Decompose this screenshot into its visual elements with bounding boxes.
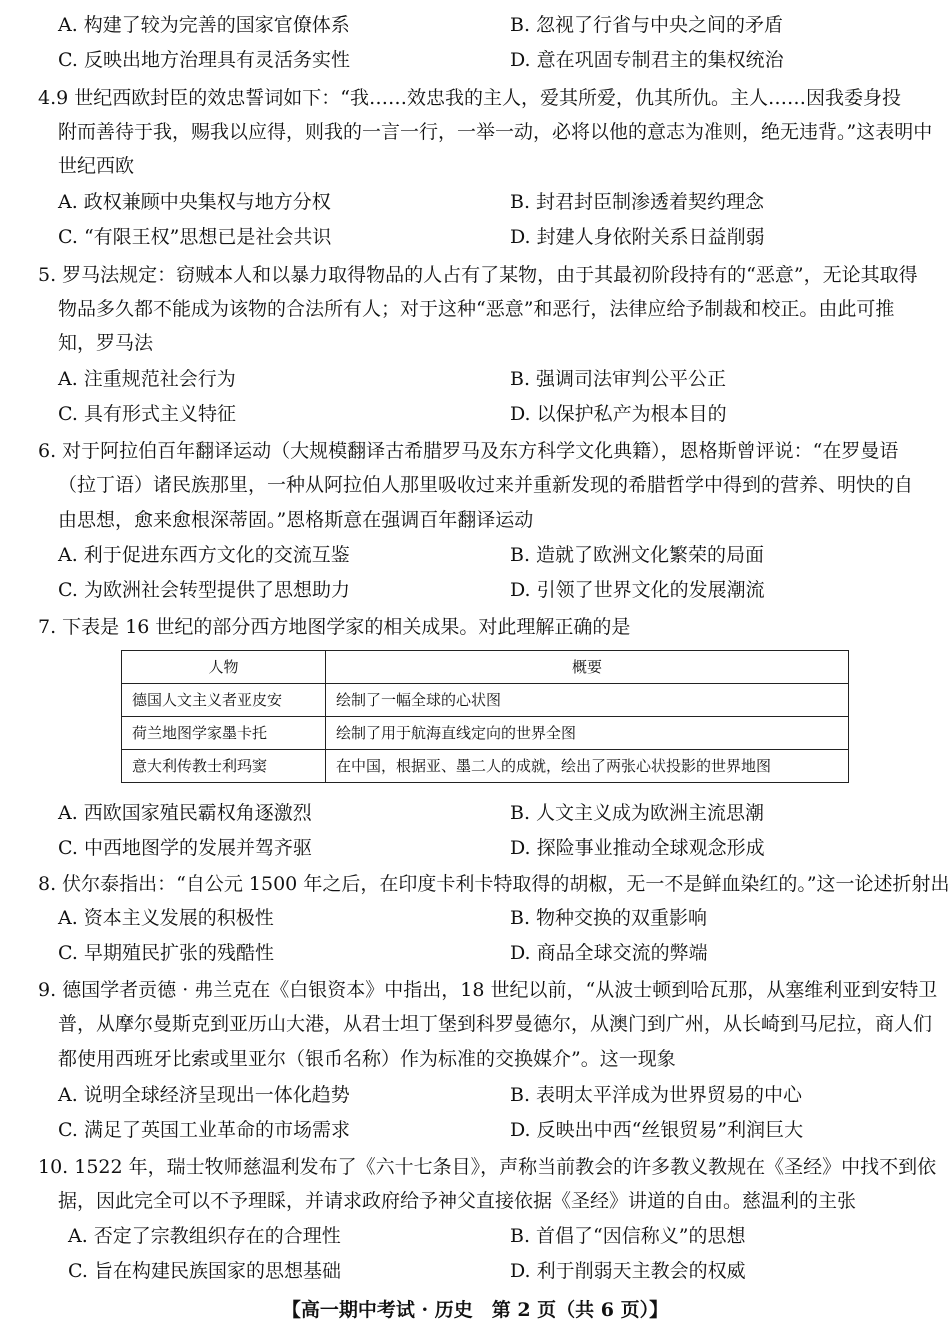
q5-option-a: A. 注重规范社会行为 [58,368,236,390]
q4-option-a: A. 政权兼顾中央集权与地方分权 [58,191,331,213]
q9-stem-line3: 都使用西班牙比索或里亚尔（银币名称）作为标准的交换媒介”。这一现象 [58,1048,676,1070]
table-header-summary: 概要 [326,651,849,684]
q9-stem-line1: 9. 德国学者贡德 · 弗兰克在《白银资本》中指出，18 世纪以前，“从波士顿到哈瓦那，从塞维利亚到安特卫 [38,979,938,1001]
q7-option-d: D. 探险事业推动全球观念形成 [510,837,765,859]
q6-option-a: A. 利于促进东西方文化的交流互鉴 [58,544,350,566]
q3-option-d: D. 意在巩固专制君主的集权统治 [510,49,784,71]
q9-option-a: A. 说明全球经济呈现出一体化趋势 [58,1084,350,1106]
table-header-person: 人物 [122,651,326,684]
q6-stem-line3: 由思想，愈来愈根深蒂固。”恩格斯意在强调百年翻译运动 [58,509,534,531]
q9-option-c: C. 满足了英国工业革命的市场需求 [58,1119,350,1141]
q10-option-c: C. 旨在构建民族国家的思想基础 [68,1260,341,1282]
table-header-row [122,651,849,684]
mapmakers-table [121,650,849,783]
q4-stem-line1: 4.9 世纪西欧封臣的效忠誓词如下：“我……效忠我的主人，爱其所爱，仇其所仇。主人……因我委身投 [38,87,901,109]
table-row [122,717,849,750]
q10-option-b: B. 首倡了“因信称义”的思想 [510,1225,746,1247]
q4-stem-line3: 世纪西欧 [58,155,135,177]
q8-stem-line1: 8. 伏尔泰指出：“自公元 1500 年之后，在印度卡利卡特取得的胡椒，无一不是鲜血染红的。”这一论述折射出 [38,873,950,895]
page-footer: 【高一期中考试 · 历史 第 2 页（共 6 页）】 [281,1299,669,1321]
q3-option-c: C. 反映出地方治理具有灵活务实性 [58,49,350,71]
q8-option-a: A. 资本主义发展的积极性 [58,907,274,929]
q3-option-b: B. 忽视了行省与中央之间的矛盾 [510,14,784,36]
q6-stem-line2: （拉丁语）诸民族那里，一种从阿拉伯人那里吸收过来并重新发现的希腊哲学中得到的营养、明快的自 [58,474,914,496]
q7-option-b: B. 人文主义成为欧洲主流思潮 [510,802,765,824]
table-row [122,684,849,717]
table-cell-summary: 绘制了用于航海直线定向的世界全图 [326,717,849,750]
q4-option-d: D. 封建人身依附关系日益削弱 [510,226,765,248]
q5-option-d: D. 以保护私产为根本目的 [510,403,727,425]
q3-option-a: A. 构建了较为完善的国家官僚体系 [58,14,350,36]
table-cell-summary: 绘制了一幅全球的心状图 [326,684,849,717]
q7-stem-line1: 7. 下表是 16 世纪的部分西方地图学家的相关成果。对此理解正确的是 [38,616,631,638]
q4-option-b: B. 封君封臣制渗透着契约理念 [510,191,765,213]
q10-option-a: A. 否定了宗教组织存在的合理性 [68,1225,341,1247]
q4-option-c: C. “有限王权”思想已是社会共识 [58,226,332,248]
q9-option-d: D. 反映出中西“丝银贸易”利润巨大 [510,1119,804,1141]
q9-stem-line2: 普，从摩尔曼斯克到亚历山大港，从君士坦丁堡到科罗曼德尔，从澳门到广州，从长崎到马尼拉，商人们 [58,1013,933,1035]
table-cell-summary: 在中国，根据亚、墨二人的成就，绘出了两张心状投影的世界地图 [326,750,849,783]
q9-option-b: B. 表明太平洋成为世界贸易的中心 [510,1084,803,1106]
q5-option-b: B. 强调司法审判公平公正 [510,368,727,390]
table-cell-person: 德国人文主义者亚皮安 [122,684,326,717]
q8-option-d: D. 商品全球交流的弊端 [510,942,708,964]
q5-stem-line1: 5. 罗马法规定：窃贼本人和以暴力取得物品的人占有了某物，由于其最初阶段持有的“恶意”，无论其取得 [38,264,918,286]
q4-stem-line2: 附而善待于我，赐我以应得，则我的一言一行，一举一动，必将以他的意志为准则，绝无违背。”这表明中 [58,121,933,143]
q7-option-c: C. 中西地图学的发展并驾齐驱 [58,837,312,859]
q7-option-a: A. 西欧国家殖民霸权角逐激烈 [58,802,312,824]
q8-option-b: B. 物种交换的双重影响 [510,907,708,929]
q10-option-d: D. 利于削弱天主教会的权威 [510,1260,746,1282]
q6-stem-line1: 6. 对于阿拉伯百年翻译运动（大规模翻译古希腊罗马及东方科学文化典籍），恩格斯曾评说：“在罗曼语 [38,440,899,462]
q5-option-c: C. 具有形式主义特征 [58,403,236,425]
q5-stem-line3: 知，罗马法 [58,332,154,354]
q6-option-c: C. 为欧洲社会转型提供了思想助力 [58,579,350,601]
q6-option-d: D. 引领了世界文化的发展潮流 [510,579,765,601]
q8-option-c: C. 早期殖民扩张的残酷性 [58,942,274,964]
table-cell-person: 意大利传教士利玛窦 [122,750,326,783]
table-cell-person: 荷兰地图学家墨卡托 [122,717,326,750]
q5-stem-line2: 物品多久都不能成为该物的合法所有人；对于这种“恶意”和恶行，法律应给予制裁和校正。由此可推 [58,298,895,320]
q10-stem-line1: 10. 1522 年，瑞士牧师慈温利发布了《六十七条目》，声称当前教会的许多教义教规在《圣经》中找不到依 [38,1156,937,1178]
table-row [122,750,849,783]
q10-stem-line2: 据，因此完全可以不予理睬，并请求政府给予神父直接依据《圣经》讲道的自由。慈温利的主张 [58,1190,857,1212]
q6-option-b: B. 造就了欧洲文化繁荣的局面 [510,544,765,566]
